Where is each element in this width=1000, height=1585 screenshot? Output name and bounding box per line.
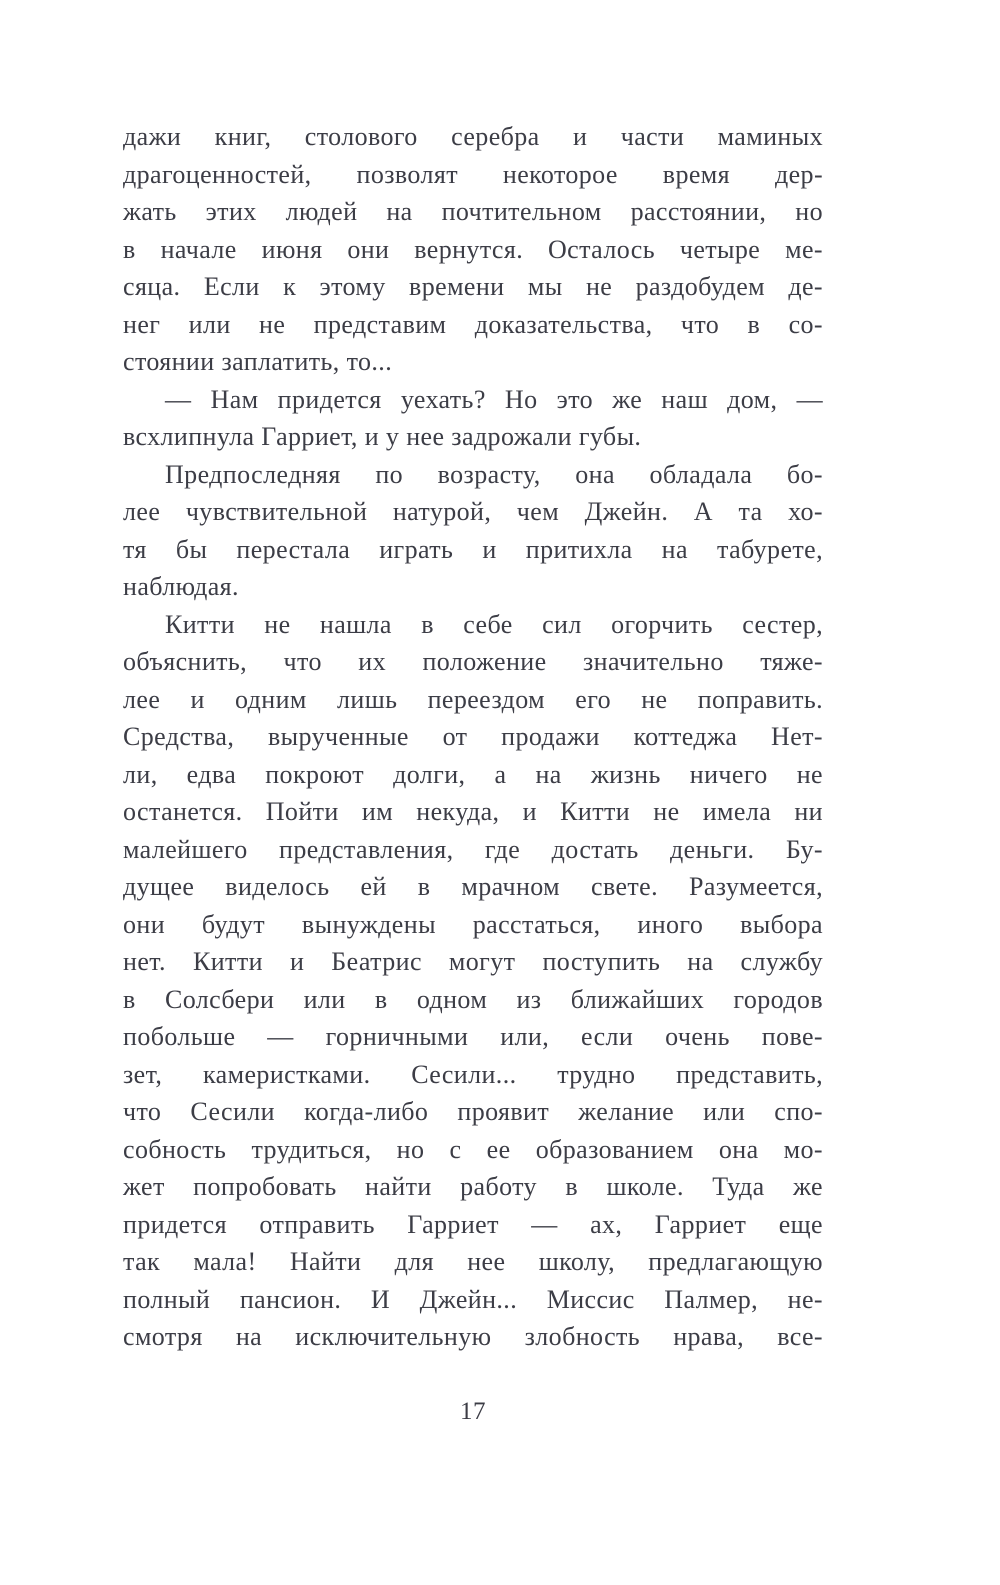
text-line: Средства, вырученные от продажи коттеджа Нет- xyxy=(123,722,823,751)
text-line: лее чувствительной натурой, чем Джейн. А та хо- xyxy=(123,497,823,526)
text-line: сяца. Если к этому времени мы не раздобудем де- xyxy=(123,272,823,301)
text-line: они будут вынуждены расстаться, иного выбора xyxy=(123,909,823,939)
text-line: жать этих людей на почтительном расстоянии, но xyxy=(123,197,823,226)
text-line: в Солсбери или в одном из ближайших городов xyxy=(123,984,823,1014)
text-line: стоянии заплатить, то... xyxy=(123,347,393,376)
text-line: ли, едва покроют долги, а на жизнь ничего не xyxy=(123,759,823,789)
paragraph xyxy=(123,118,823,381)
text-line: дущее виделось ей в мрачном свете. Разумеется, xyxy=(123,872,823,901)
paragraph xyxy=(123,606,823,1356)
text-line: в начале июня они вернутся. Осталось четыре ме- xyxy=(123,234,823,264)
paragraph xyxy=(123,456,823,606)
text-line: смотря на исключительную злобность нрава, все- xyxy=(123,1322,823,1351)
text-line: останется. Пойти им некуда, и Китти не имела ни xyxy=(123,797,823,826)
text-line: полный пансион. И Джейн... Миссис Палмер, не- xyxy=(123,1284,823,1314)
text-line: так мала! Найти для нее школу, предлагающую xyxy=(123,1247,823,1276)
text-line: малейшего представления, где достать деньги. Бу- xyxy=(123,834,823,864)
text-line: Китти не нашла в себе сил огорчить сестер, xyxy=(165,609,823,639)
text-line: тя бы перестала играть и притихла на табурете, xyxy=(123,534,823,564)
text-line: нет. Китти и Беатрис могут поступить на службу xyxy=(123,947,823,976)
text-line: дажи книг, столового серебра и части маминых xyxy=(123,122,823,151)
text-line: Предпоследняя по возрасту, она обладала бо- xyxy=(165,459,823,489)
text-line: наблюдая. xyxy=(123,572,239,601)
text-block xyxy=(123,118,823,1356)
text-line: собность трудиться, но с ее образованием она мо- xyxy=(123,1134,823,1164)
text-line: жет попробовать найти работу в школе. Туда же xyxy=(123,1172,823,1201)
text-line: придется отправить Гарриет — ах, Гарриет еще xyxy=(123,1209,823,1239)
paragraph xyxy=(123,381,823,456)
page-number: 17 xyxy=(460,1398,486,1425)
text-line: что Сесили когда-либо проявит желание или спо- xyxy=(123,1097,823,1126)
text-line: зет, камеристками. Сесили... трудно представить, xyxy=(123,1059,823,1089)
text-line: побольше — горничными или, если очень пове- xyxy=(123,1022,823,1051)
text-line: — Нам придется уехать? Но это же наш дом, — xyxy=(165,384,823,414)
text-line: лее и одним лишь переездом его не поправить. xyxy=(123,684,823,714)
text-line: нег или не представим доказательства, что в со- xyxy=(123,309,823,339)
text-line: объяснить, что их положение значительно тяже- xyxy=(123,647,823,676)
text-line: всхлипнула Гарриет, и у нее задрожали губы. xyxy=(123,422,642,451)
text-line: драгоценностей, позволят некоторое время дер- xyxy=(123,159,823,189)
